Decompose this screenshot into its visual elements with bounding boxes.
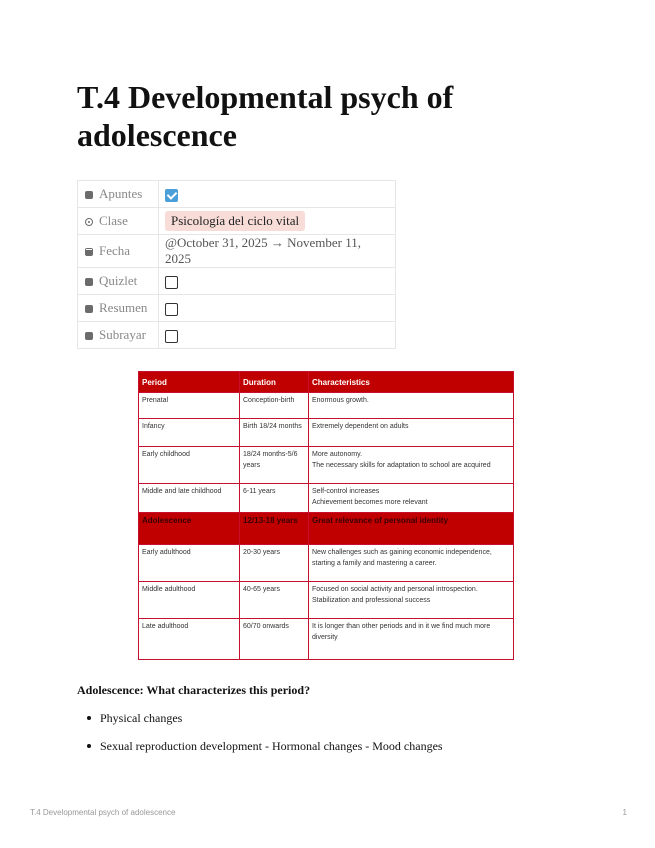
characteristic-line: Extremely dependent on adults xyxy=(312,423,409,430)
table-row xyxy=(139,447,514,484)
property-row xyxy=(78,208,396,235)
duration-cell: 20-30 years xyxy=(240,545,309,582)
footer-title: T.4 Developmental psych of adolescence xyxy=(30,808,176,817)
page-number: 1 xyxy=(622,808,627,817)
table-header-cell: Period xyxy=(139,372,240,393)
characteristic-line: Self-control increases xyxy=(312,488,380,495)
characteristics-cell xyxy=(309,393,514,419)
period-cell: Middle and late childhood xyxy=(139,484,240,513)
characteristic-line: The necessary skills for adaptation to school are acquired xyxy=(312,462,491,469)
list-item-text: Physical changes xyxy=(100,711,183,725)
table-header-cell: Characteristics xyxy=(309,372,514,393)
property-label: Fecha xyxy=(99,243,131,259)
checkbox-property-icon xyxy=(85,332,93,340)
bullet-dot-icon xyxy=(87,716,91,720)
duration-cell: 18/24 months-5/6 years xyxy=(240,447,309,484)
page-title: T.4 Developmental psych of adolescence xyxy=(77,79,454,153)
characteristic-line: More autonomy. xyxy=(312,451,363,458)
checkbox-resumen[interactable] xyxy=(165,303,178,316)
characteristic-line: New challenges such as gaining economic independence, starting a family and mastering a career. xyxy=(312,549,492,567)
table-header-cell: Duration xyxy=(240,372,309,393)
calendar-icon xyxy=(85,248,93,256)
table-row xyxy=(139,545,514,582)
bullet-dot-icon xyxy=(87,744,91,748)
property-row xyxy=(78,235,396,268)
characteristic-line: Great relevance of personal identity xyxy=(312,516,449,525)
section-question: Adolescence: What characterizes this period? xyxy=(77,683,311,697)
property-label: Resumen xyxy=(99,300,148,316)
checkbox-subrayar[interactable] xyxy=(165,330,178,343)
checkbox-property-icon xyxy=(85,191,93,199)
table-row xyxy=(139,419,514,447)
period-cell: Prenatal xyxy=(139,393,240,419)
checkbox-apuntes[interactable] xyxy=(165,189,178,202)
properties-table xyxy=(77,180,396,349)
characteristic-line: Achievement becomes more relevant xyxy=(312,499,428,506)
property-value xyxy=(159,181,396,208)
date-value[interactable]: @October 31, 2025 → November 11, 2025 xyxy=(165,235,361,266)
characteristics-cell xyxy=(309,484,514,513)
characteristics-cell xyxy=(309,545,514,582)
characteristics-cell xyxy=(309,582,514,619)
property-key xyxy=(78,322,159,349)
characteristics-cell xyxy=(309,447,514,484)
characteristic-line: Focused on social activity and personal introspection. Stabilization and professional success xyxy=(312,586,478,604)
property-row xyxy=(78,181,396,208)
duration-cell: 12/13-18 years xyxy=(240,513,309,545)
class-tag[interactable]: Psicología del ciclo vital xyxy=(165,211,305,231)
table-row xyxy=(139,393,514,419)
property-row xyxy=(78,322,396,349)
select-property-icon xyxy=(85,218,93,226)
table-header-row xyxy=(139,372,514,393)
characteristics-cell xyxy=(309,513,514,545)
period-cell: Infancy xyxy=(139,419,240,447)
period-cell: Late adulthood xyxy=(139,619,240,660)
property-label: Quizlet xyxy=(99,273,138,289)
property-label: Apuntes xyxy=(99,186,143,202)
duration-cell: Birth 18/24 months xyxy=(240,419,309,447)
list-item xyxy=(84,710,443,738)
period-cell: Early adulthood xyxy=(139,545,240,582)
property-key xyxy=(78,295,159,322)
checkbox-quizlet[interactable] xyxy=(165,276,178,289)
property-row xyxy=(78,268,396,295)
characteristic-line: Enormous growth. xyxy=(312,397,369,404)
property-label: Subrayar xyxy=(99,327,146,343)
property-key xyxy=(78,268,159,295)
property-value xyxy=(159,295,396,322)
checkbox-property-icon xyxy=(85,278,93,286)
duration-cell: 40-65 years xyxy=(240,582,309,619)
period-cell: Early childhood xyxy=(139,447,240,484)
duration-cell: Conception-birth xyxy=(240,393,309,419)
duration-cell: 60/70 onwards xyxy=(240,619,309,660)
property-value xyxy=(159,268,396,295)
property-value xyxy=(159,235,396,268)
property-value xyxy=(159,322,396,349)
checkbox-property-icon xyxy=(85,305,93,313)
list-item-text: Sexual reproduction development - Hormonal changes - Mood changes xyxy=(100,739,443,753)
bullet-list xyxy=(84,710,443,766)
property-row xyxy=(78,295,396,322)
period-cell: Middle adulthood xyxy=(139,582,240,619)
table-row xyxy=(139,513,514,545)
characteristics-cell xyxy=(309,619,514,660)
periods-table xyxy=(138,371,514,660)
table-row xyxy=(139,484,514,513)
characteristics-cell xyxy=(309,419,514,447)
table-row xyxy=(139,582,514,619)
property-key xyxy=(78,181,159,208)
property-key xyxy=(78,235,159,268)
table-row xyxy=(139,619,514,660)
characteristic-line: It is longer than other periods and in it we find much more diversity xyxy=(312,623,491,641)
duration-cell: 6-11 years xyxy=(240,484,309,513)
property-value xyxy=(159,208,396,235)
period-cell: Adolescence xyxy=(139,513,240,545)
property-key xyxy=(78,208,159,235)
property-label: Clase xyxy=(99,213,128,229)
list-item xyxy=(84,738,443,766)
